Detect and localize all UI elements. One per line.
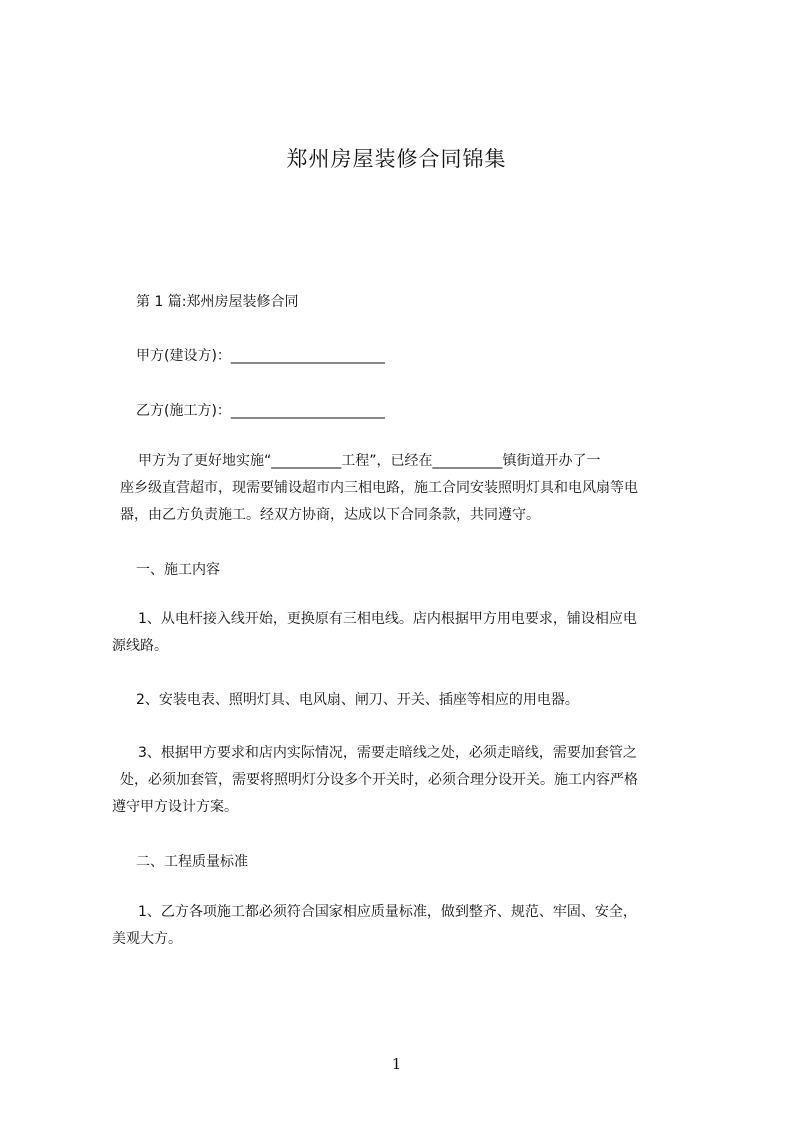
intro-paragraph (112, 448, 712, 529)
paragraph-line: 处，必须加套管，需要将照明灯分设多个开关时，必须合理分设开关。施工内容严格 (120, 772, 638, 788)
construction-item-1 (112, 606, 712, 660)
construction-item-3 (112, 740, 712, 821)
chapter-heading: 第 1 篇:郑州房屋装修合同 (136, 294, 299, 310)
intro-line: 甲方为了更好地实施“__________工程”，已经在__________镇街道开办了一 (138, 453, 601, 469)
quality-item-1 (112, 899, 712, 953)
party-b-line: 乙方(施工方)：______________________ (136, 403, 385, 419)
section-heading-quality-standard: 二、工程质量标准 (136, 854, 248, 870)
paragraph-line: 1、从电杆接入线开始，更换原有三相电线。店内根据甲方用电要求，铺设相应电 (138, 611, 637, 627)
paragraph-line: 3、根据甲方要求和店内实际情况，需要走暗线之处，必须走暗线，需要加套管之 (138, 745, 637, 761)
paragraph-line: 1、乙方各项施工都必须符合国家相应质量标准，做到整齐、规范、牢固、安全， (138, 904, 637, 920)
intro-line: 座乡级直营超市，现需要铺设超市内三相电路，施工合同安装照明灯具和电风扇等电 (120, 480, 638, 496)
page-number: 1 (391, 1055, 402, 1073)
document-title: 郑州房屋装修合同锦集 (286, 147, 507, 171)
paragraph-line: 遵守甲方设计方案。 (112, 799, 238, 815)
intro-line: 器，由乙方负责施工。经双方协商，达成以下合同条款，共同遵守。 (120, 507, 540, 523)
party-a-line: 甲方(建设方)：______________________ (136, 348, 385, 364)
construction-item-2: 2、安装电表、照明灯具、电风扇、闸刀、开关、插座等相应的用电器。 (136, 692, 579, 708)
section-heading-construction-content: 一、施工内容 (136, 562, 220, 578)
paragraph-line: 源线路。 (112, 638, 168, 654)
paragraph-line: 美观大方。 (112, 931, 182, 947)
